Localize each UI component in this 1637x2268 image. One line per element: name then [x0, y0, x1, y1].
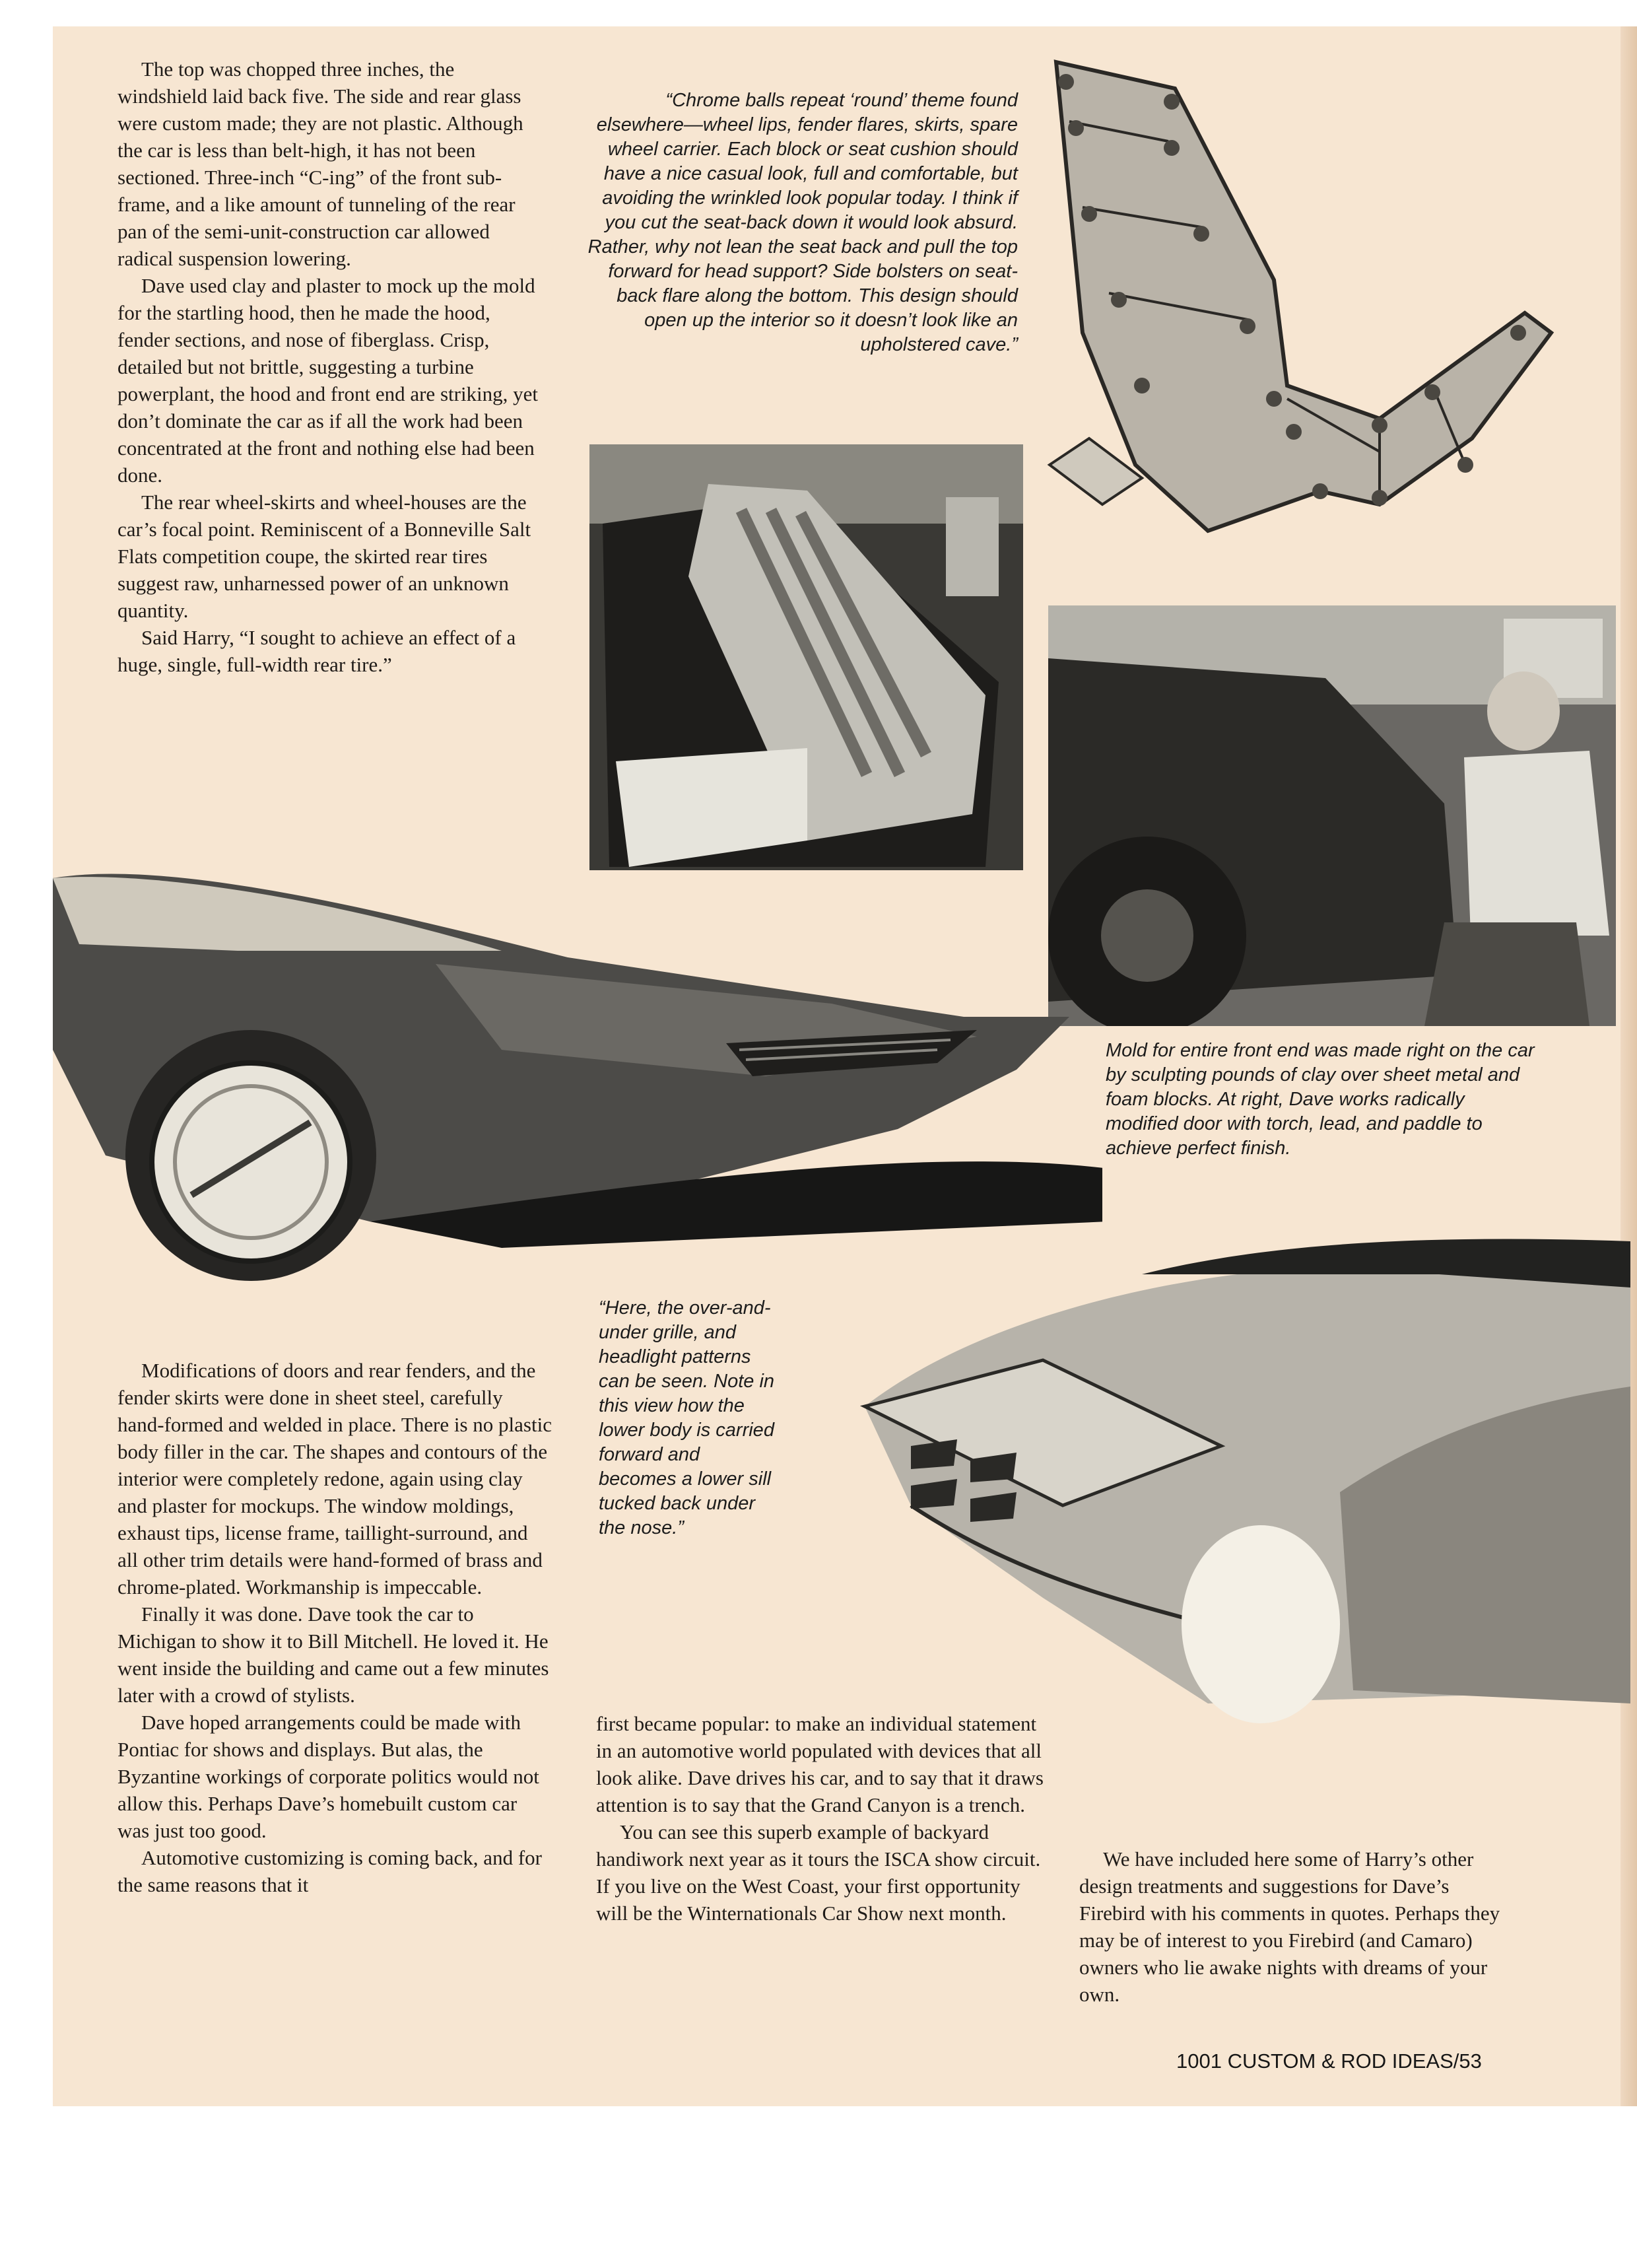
- car-front-sketch: [40, 852, 1102, 1288]
- paragraph: Said Harry, “I sought to achieve an effect of a huge, single, full-width rear tire.”: [117, 626, 516, 676]
- article-column-2-bottom: [596, 1710, 1052, 1927]
- article-column-1-top: [117, 55, 539, 678]
- page-folio: 1001 CUSTOM & ROD IDEAS/53: [1176, 2049, 1482, 2073]
- paragraph: first became popular: to make an individual statement in an automotive world populated with devices that all look alike. Dave drives his car, and to say that it draws attention is to say that the Grand Canyon is a trench.: [596, 1712, 1044, 1816]
- paragraph: Automotive customizing is coming back, and for the same reasons that it: [117, 1846, 542, 1896]
- car-rear-sketch: [812, 1228, 1630, 1756]
- paragraph: You can see this superb example of backyard handiwork next year as it tours the ISCA show circuit. If you live on the West Coast, your first opportunity will be the Winternationals Car Show next month.: [596, 1820, 1041, 1925]
- article-column-1-bottom: [117, 1357, 553, 1898]
- article-column-3-bottom: [1079, 1845, 1515, 2008]
- paragraph: We have included here some of Harry’s other design treatments and suggestions for Dave’s Firebird with his comments in quotes. Perhaps they may be of interest to you Firebird (and Camaro) owners who lie awake nights with dreams of your own.: [1079, 1847, 1500, 2006]
- seat-sketch-illustration: [1010, 42, 1571, 603]
- seat-design-quote: “Chrome balls repeat ‘round’ theme found elsewhere—wheel lips, fender flares, skirts, spare wheel carrier. Each block or seat cushion should have a nice casual look, full and comfortable, but avoiding the wrinkled look popular today. I think if you cut the seat-back down it would look absurd. Rather, why not lean the seat back and pull the top forward for head support? Side bolsters on seat-back flare along the bottom. This design should open up the interior so it doesn’t look like an upholstered cave.”: [587, 90, 1018, 355]
- paragraph: The rear wheel-skirts and wheel-houses are the car’s focal point. Reminiscent of a Bonneville Salt Flats competition coupe, the skirted rear tires suggest raw, unharnessed power of an unknown quantity.: [117, 491, 531, 622]
- door-work-photo: [1048, 605, 1616, 1026]
- grille-design-quote: “Here, the over-and-under grille, and headlight patterns can be seen. Note in this view how the lower body is carried forward and becomes a lower sill tucked back under the nose.”: [599, 1297, 775, 1538]
- scan-edge-shadow: [1620, 26, 1637, 2106]
- paragraph: Dave used clay and plaster to mock up the mold for the startling hood, then he made the hood, fender sections, and nose of fiberglass. Crisp, detailed but not brittle, suggesting a turbine powerplant, the hood and front end are striking, yet don’t dominate the car as if all the work had been concentrated at the front and nothing else had been done.: [117, 274, 539, 487]
- hood-mold-photo: [589, 444, 1023, 870]
- paragraph: Dave hoped arrangements could be made with Pontiac for shows and displays. But alas, the Byzantine workings of corporate politics would not allow this. Perhaps Dave’s homebuilt custom car was just too good.: [117, 1711, 539, 1842]
- paragraph: Finally it was done. Dave took the car to Michigan to show it to Bill Mitchell. He loved it. He went inside the building and came out a few minutes later with a crowd of stylists.: [117, 1602, 549, 1707]
- paragraph: Modifications of doors and rear fenders, and the fender skirts were done in sheet steel, carefully hand-formed and welded in place. There is no plastic body filler in the car. The shapes and contours of the interior were completely redone, again using clay and plaster for mockups. The window moldings, exhaust tips, license frame, taillight-surround, and all other trim details were hand-formed of brass and chrome-plated. Workmanship is impeccable.: [117, 1359, 552, 1598]
- mold-photo-caption: Mold for entire front end was made right on the car by sculpting pounds of clay over sheet metal and foam blocks. At right, Dave works radically modified door with torch, lead, and paddle to achieve perfect finish.: [1106, 1040, 1535, 1159]
- paragraph: The top was chopped three inches, the windshield laid back five. The side and rear glass were custom made; they are not plastic. Although the car is less than belt-high, it has not been sectioned. Three-inch “C-ing” of the front sub-frame, and a like amount of tunneling of the rear pan of the semi-unit-construction car allowed radical suspension lowering.: [117, 57, 523, 270]
